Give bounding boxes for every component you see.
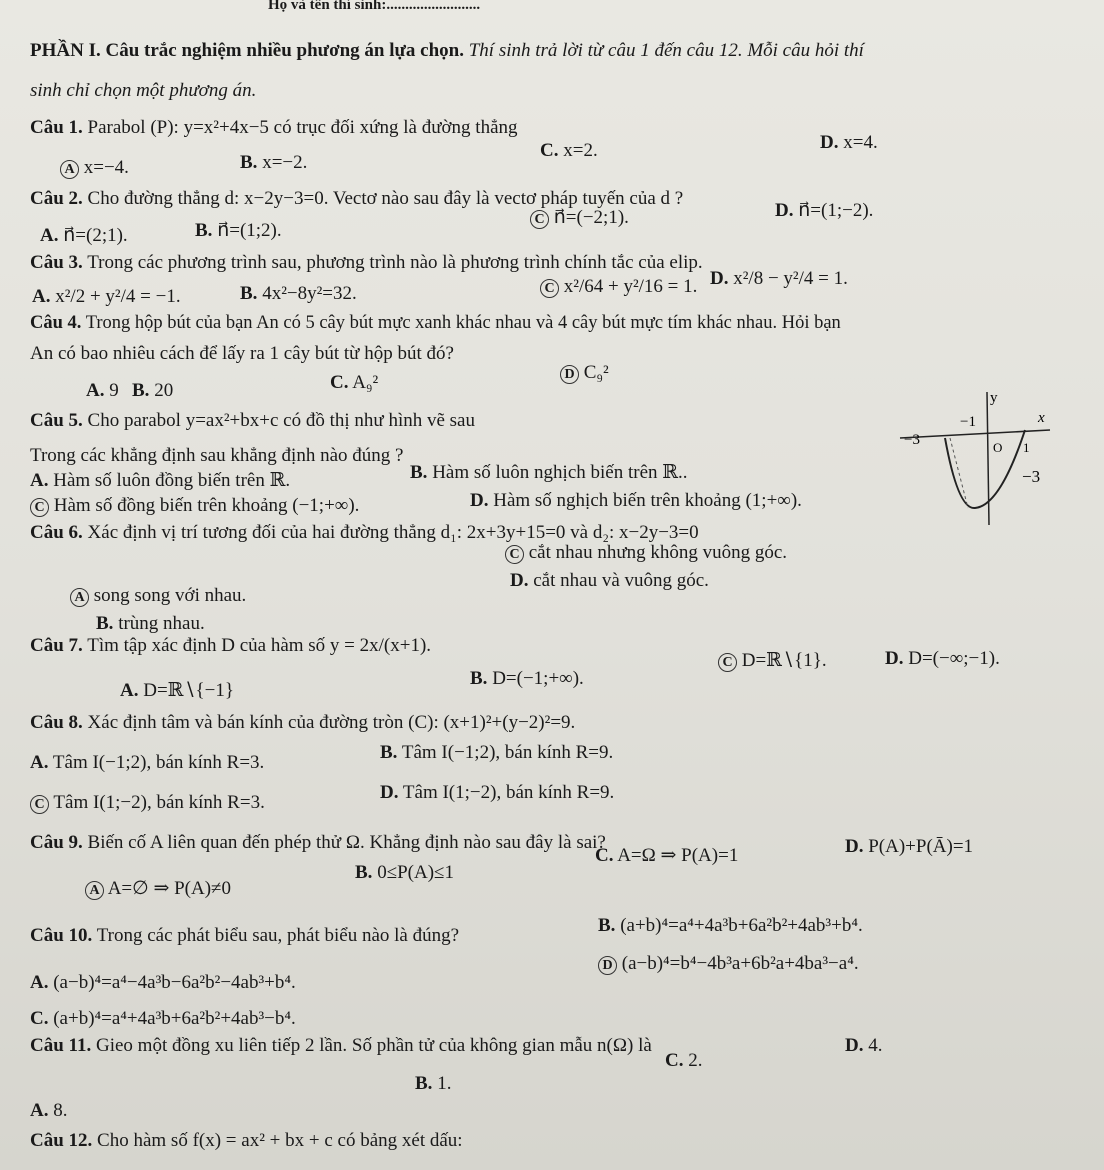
question-label: Câu 8. — [30, 712, 83, 733]
option-text: D=(−∞;−1). — [908, 648, 1000, 669]
q3-option-d[interactable] — [710, 268, 848, 290]
q1-option-a[interactable] — [60, 157, 129, 179]
option-letter: C. — [330, 372, 349, 393]
origin-label: O — [993, 440, 1003, 455]
q7-option-d[interactable] — [885, 648, 1000, 670]
q4-option-d[interactable] — [560, 362, 609, 384]
option-text: (a+b)⁴=a⁴+4a³b+6a²b²+4ab³+b⁴. — [620, 915, 863, 936]
option-text: 4x²−8y²=32. — [262, 283, 357, 304]
circled-choice: C — [505, 545, 524, 564]
y-label: y — [990, 390, 998, 406]
circled-choice: C — [718, 653, 737, 672]
q5-option-a[interactable] — [30, 470, 290, 492]
q5-option-c[interactable] — [30, 495, 359, 517]
question-3 — [30, 252, 703, 274]
q11-option-b[interactable] — [415, 1073, 451, 1095]
q11-option-d[interactable] — [845, 1035, 882, 1057]
option-text: trùng nhau. — [118, 613, 205, 634]
option-letter: C. — [595, 845, 614, 866]
q8-option-c[interactable] — [30, 792, 265, 814]
option-text: D=ℝ∖{1}. — [741, 650, 827, 671]
question-11 — [30, 1035, 652, 1057]
question-8 — [30, 712, 575, 734]
option-letter: B. — [132, 380, 150, 401]
q2-option-b[interactable] — [195, 220, 282, 242]
option-letter: A. — [120, 680, 139, 701]
circled-choice: C — [540, 279, 559, 298]
student-name-line: Họ và tên thí sinh:......................... — [268, 0, 481, 13]
option-text: D=(−1;+∞). — [492, 668, 584, 689]
question-text: Biến cố A liên quan đến phép thử Ω. Khẳng định nào sau đây là sai? — [87, 832, 606, 853]
circled-choice: C — [530, 210, 549, 229]
option-text: C₉² — [583, 362, 609, 383]
question-label: Câu 3. — [30, 252, 83, 273]
parabola-curve — [945, 430, 1025, 508]
option-letter: B. — [410, 462, 428, 483]
option-text: x=4. — [843, 132, 878, 153]
option-letter: D. — [380, 782, 399, 803]
question-1 — [30, 117, 518, 139]
question-text: Trong hộp bút của bạn An có 5 cây bút mực xanh khác nhau và 4 cây bút mực tím khác nhau. Hỏi bạn — [85, 313, 841, 333]
option-text: n⃗=(1;2). — [217, 220, 282, 241]
circled-choice: A — [85, 881, 104, 900]
question-9 — [30, 832, 606, 854]
q10-option-b[interactable] — [598, 915, 863, 937]
q10-option-a[interactable] — [30, 972, 296, 994]
q6-option-c[interactable] — [505, 542, 787, 564]
q4-option-c[interactable] — [330, 372, 378, 394]
question-text: Gieo một đồng xu liên tiếp 2 lần. Số phần tử của không gian mẫu n(Ω) là — [96, 1035, 652, 1056]
x-label: x — [1038, 410, 1045, 426]
option-text: 8. — [53, 1100, 68, 1121]
question-4-line-2: An có bao nhiêu cách để lấy ra 1 cây bút từ hộp bút đó? — [30, 343, 454, 364]
question-label: Câu 9. — [30, 832, 83, 853]
question-4 — [30, 312, 841, 334]
q6-option-a[interactable] — [70, 585, 246, 607]
option-text: n⃗=(−2;1). — [553, 207, 629, 228]
option-letter: A. — [30, 470, 49, 491]
option-letter: D. — [710, 268, 729, 289]
option-text: (a−b)⁴=b⁴−4b³a+6b²a+4ba³−a⁴. — [621, 953, 859, 974]
option-letter: B. — [415, 1073, 433, 1094]
question-text: Cho hàm số f(x) = ax² + bx + c có bảng xét dấu: — [97, 1130, 463, 1151]
option-text: (a+b)⁴=a⁴+4a³b+6a²b²+4ab³−b⁴. — [53, 1008, 296, 1029]
option-text: x=−2. — [262, 152, 308, 173]
option-letter: C. — [665, 1050, 684, 1071]
question-text: Xác định tâm và bán kính của đường tròn (C): (x+1)²+(y−2)²=9. — [87, 712, 576, 733]
option-text: 1. — [437, 1073, 452, 1094]
option-text: x²/8 − y²/4 = 1. — [733, 268, 848, 289]
q8-option-b[interactable] — [380, 742, 613, 764]
question-text: Cho đường thẳng d: x−2y−3=0. Vectơ nào sau đây là vectơ pháp tuyến của d ? — [87, 188, 684, 209]
question-text: Cho parabol y=ax²+bx+c có đồ thị như hình vẽ sau — [87, 410, 475, 431]
option-letter: D. — [775, 200, 794, 221]
option-text: A₉² — [352, 372, 379, 393]
option-letter: B. — [380, 742, 398, 763]
part-title: PHẦN I. Câu trắc nghiệm nhiều phương án lựa chọn. — [30, 40, 464, 61]
q7-option-a[interactable] — [120, 680, 234, 702]
option-letter: A. — [40, 225, 59, 246]
question-7 — [30, 635, 431, 657]
question-label: Câu 7. — [30, 635, 83, 656]
x-axis — [900, 430, 1050, 438]
option-text: A=∅ ⇒ P(A)≠0 — [107, 878, 231, 899]
q1-option-b[interactable] — [240, 152, 307, 174]
q7-option-c[interactable] — [718, 650, 827, 672]
option-letter: A. — [30, 972, 49, 993]
option-text: x²/2 + y²/4 = −1. — [55, 286, 181, 307]
q9-option-a[interactable] — [85, 878, 231, 900]
question-label: Câu 1. — [30, 117, 83, 138]
question-label: Câu 6. — [30, 522, 83, 543]
option-letter: D. — [820, 132, 839, 153]
q4-option-a[interactable] — [86, 380, 119, 402]
q5-option-b[interactable] — [410, 462, 688, 484]
question-5-line-2: Trong các khẳng định sau khẳng định nào đúng ? — [30, 445, 404, 466]
q2-option-d[interactable] — [775, 200, 873, 222]
parabola-graph — [890, 390, 1060, 530]
option-text: Hàm số luôn đồng biến trên ℝ. — [53, 470, 291, 491]
question-label: Câu 5. — [30, 410, 83, 431]
option-text: x²/64 + y²/16 = 1. — [563, 276, 698, 297]
question-12 — [30, 1130, 463, 1152]
option-text: 20 — [154, 380, 174, 401]
question-5 — [30, 410, 475, 432]
q1-option-c[interactable] — [540, 140, 598, 162]
part-instruction-1: Thí sinh trả lời từ câu 1 đến câu 12. Mỗi câu hỏi thí — [468, 40, 864, 61]
option-text: x=−4. — [83, 157, 129, 178]
question-text: Trong các phương trình sau, phương trình nào là phương trình chính tắc của elip. — [87, 252, 703, 273]
q3-option-c[interactable] — [540, 276, 697, 298]
option-letter: B. — [240, 152, 258, 173]
option-text: Hàm số luôn nghịch biến trên ℝ.. — [432, 462, 688, 483]
option-letter: B. — [96, 613, 114, 634]
option-text: song song với nhau. — [93, 585, 247, 606]
q2-option-c[interactable] — [530, 207, 629, 229]
option-text: (a−b)⁴=a⁴−4a³b−6a²b²−4ab³+b⁴. — [53, 972, 296, 993]
option-text: n⃗=(1;−2). — [798, 200, 874, 221]
circled-choice: A — [70, 588, 89, 607]
option-text: n⃗=(2;1). — [63, 225, 128, 246]
circled-choice: A — [60, 160, 79, 179]
option-letter: D. — [470, 490, 489, 511]
option-letter: B. — [195, 220, 213, 241]
option-letter: B. — [470, 668, 488, 689]
option-letter: D. — [510, 570, 529, 591]
part-instruction-2: sinh chỉ chọn một phương án. — [30, 80, 257, 101]
option-text: 0≤P(A)≤1 — [377, 862, 454, 883]
tick-minus-3-y: −3 — [1022, 467, 1041, 486]
question-6 — [30, 522, 699, 544]
part-heading — [30, 40, 864, 62]
option-letter: B. — [598, 915, 616, 936]
option-text: cắt nhau và vuông góc. — [533, 570, 709, 591]
q3-option-a[interactable] — [32, 286, 181, 308]
question-label: Câu 4. — [30, 313, 82, 333]
question-label: Câu 2. — [30, 188, 83, 209]
option-letter: B. — [355, 862, 373, 883]
option-letter: A. — [30, 752, 49, 773]
q4-option-b[interactable] — [132, 380, 173, 402]
option-letter: D. — [845, 1035, 864, 1056]
option-text: 9 — [109, 380, 119, 401]
question-label: Câu 10. — [30, 925, 93, 946]
option-letter: C. — [30, 1008, 49, 1029]
option-letter: D. — [885, 648, 904, 669]
option-letter: B. — [240, 283, 258, 304]
question-10 — [30, 925, 459, 947]
question-label: Câu 11. — [30, 1035, 92, 1056]
option-letter: A. — [86, 380, 105, 401]
option-text: Hàm số nghịch biến trên khoảng (1;+∞). — [493, 490, 802, 511]
circled-choice: C — [30, 795, 49, 814]
q6-option-d[interactable] — [510, 570, 709, 592]
question-text: Tìm tập xác định D của hàm số y = 2x/(x+1). — [87, 635, 432, 656]
option-text: P(A)+P(Ā)=1 — [868, 836, 974, 857]
option-text: 4. — [868, 1035, 883, 1056]
option-text: 2. — [688, 1050, 703, 1071]
q6-option-b[interactable] — [96, 613, 205, 635]
circled-choice: C — [30, 498, 49, 517]
option-letter: A. — [32, 286, 51, 307]
q9-option-b[interactable] — [355, 862, 454, 884]
q3-option-b[interactable] — [240, 283, 357, 305]
q5-option-d[interactable] — [470, 490, 802, 512]
question-text: Xác định vị trí tương đối của hai đường thẳng d₁: 2x+3y+15=0 và d₂: x−2y−3=0 — [87, 522, 699, 543]
option-text: Tâm I(1;−2), bán kính R=3. — [53, 792, 265, 813]
option-text: cắt nhau nhưng không vuông góc. — [528, 542, 788, 563]
question-text: Trong các phát biểu sau, phát biểu nào là đúng? — [96, 925, 460, 946]
q9-option-c[interactable] — [595, 845, 738, 867]
option-text: D=ℝ∖{−1} — [143, 680, 235, 701]
option-text: Tâm I(−1;2), bán kính R=3. — [52, 752, 265, 773]
y-axis — [987, 392, 989, 525]
q10-option-c[interactable] — [30, 1008, 296, 1030]
tick-minus-1: −1 — [960, 414, 976, 430]
q2-option-a[interactable] — [40, 225, 128, 247]
q1-option-d[interactable] — [820, 132, 878, 154]
circled-choice: D — [560, 365, 579, 384]
option-text: x=2. — [563, 140, 598, 161]
q9-option-d[interactable] — [845, 836, 973, 858]
option-letter: D. — [845, 836, 864, 857]
question-label: Câu 12. — [30, 1130, 93, 1151]
option-text: Tâm I(1;−2), bán kính R=9. — [402, 782, 615, 803]
q10-option-d[interactable] — [598, 953, 859, 975]
option-text: Tâm I(−1;2), bán kính R=9. — [401, 742, 614, 763]
q8-option-a[interactable] — [30, 752, 264, 774]
option-letter: A. — [30, 1100, 49, 1121]
tick-1: 1 — [1023, 440, 1030, 455]
circled-choice: D — [598, 956, 617, 975]
option-text: A=Ω ⇒ P(A)=1 — [617, 845, 739, 866]
option-letter: C. — [540, 140, 559, 161]
q11-option-a[interactable] — [30, 1100, 67, 1122]
question-text: Parabol (P): y=x²+4x−5 có trục đối xứng là đường thẳng — [87, 117, 518, 138]
option-text: Hàm số đồng biến trên khoảng (−1;+∞). — [53, 495, 360, 516]
q7-option-b[interactable] — [470, 668, 584, 690]
q11-option-c[interactable] — [665, 1050, 702, 1072]
tick-minus-3-x: −3 — [904, 432, 920, 448]
q8-option-d[interactable] — [380, 782, 614, 804]
